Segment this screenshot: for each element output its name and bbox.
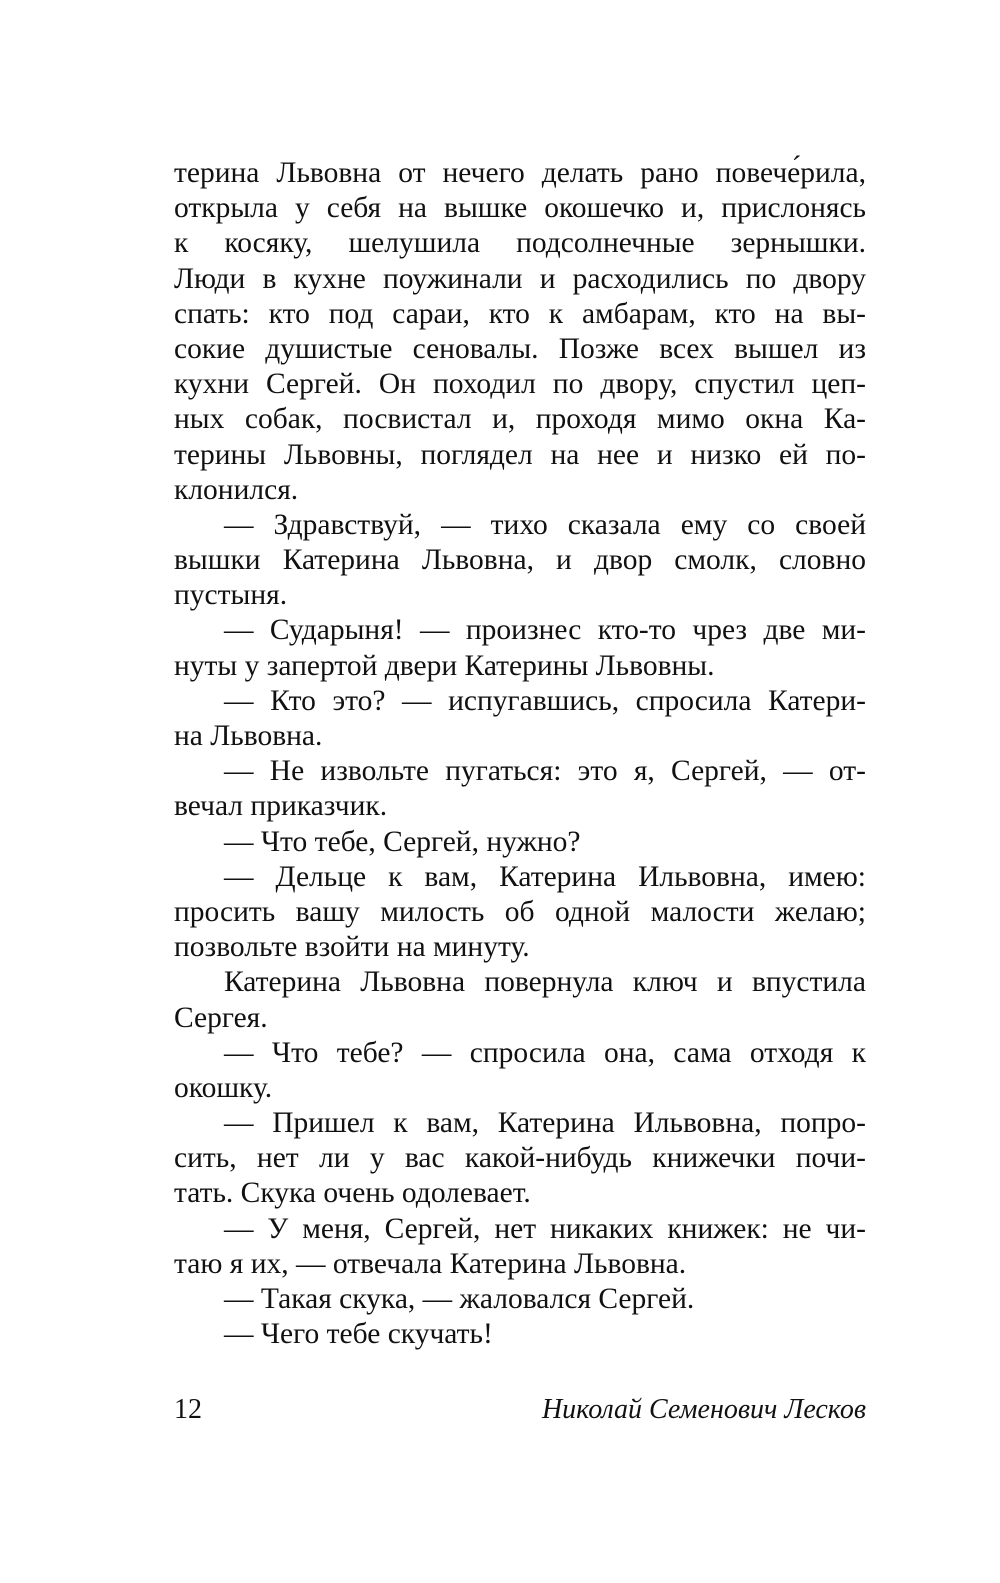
text-line: вышки Катерина Львовна, и двор смолк, словно	[174, 544, 866, 577]
text-line: — Что тебе, Сергей, нужно?	[224, 825, 581, 858]
text-line: Катерина Львовна повернула ключ и впустила	[224, 966, 866, 999]
text-line: сокие душистые сеновалы. Позже всех вышел из	[174, 332, 866, 365]
text-line: спать: кто под сараи, кто к амбарам, кто на вы-	[174, 297, 866, 330]
text-line: — Такая скука, — жаловался Сергей.	[224, 1283, 695, 1315]
text-line: Сергея.	[174, 1001, 268, 1034]
text-line: — Дельце к вам, Катерина Ильвовна, имею:	[224, 860, 866, 893]
text-line: к косяку, шелушила подсолнечные зернышки.	[174, 227, 866, 260]
text-line: тать. Скука очень одолевает.	[174, 1177, 531, 1210]
text-line: терина Львовна от нечего делать рано повече́рила,	[174, 157, 866, 189]
text-line: пустыня.	[174, 579, 288, 612]
text-line: позвольте взойти на минуту.	[174, 931, 530, 964]
text-line: нуты у запертой двери Катерины Львовны.	[174, 649, 715, 682]
text-line: — Кто это? — испугавшись, спросила Катери-	[224, 684, 866, 717]
text-line: открыла у себя на вышке окошечко и, прислонясь	[174, 192, 866, 225]
text-line: таю я их, — отвечала Катерина Львовна.	[174, 1247, 687, 1280]
text-line: Люди в кухне поужинали и расходились по двору	[174, 262, 866, 295]
text-line: — Здравствуй, — тихо сказала ему со своей	[224, 508, 866, 541]
text-line: терины Львовны, поглядел на нее и низко ей по-	[174, 438, 866, 471]
text-line: — Не извольте пугаться: это я, Сергей, — от-	[224, 755, 866, 788]
text-line: вечал приказчик.	[174, 790, 388, 823]
text-line: просить вашу милость об одной малости желаю;	[174, 895, 866, 928]
text-line: окошку.	[174, 1071, 273, 1104]
page-footer	[174, 1390, 866, 1430]
page-number: 12	[174, 1394, 202, 1425]
text-line: на Львовна.	[174, 720, 323, 752]
running-author: Николай Семенович Лесков	[541, 1394, 866, 1425]
text-line: кухни Сергей. Он походил по двору, спустил цеп-	[174, 368, 866, 401]
text-line: — Что тебе? — спросила она, сама отходя к	[224, 1036, 866, 1069]
page-body	[174, 156, 866, 1352]
text-line: — Сударыня! — произнес кто-то чрез две ми-	[224, 614, 866, 647]
text-line: — Пришел к вам, Катерина Ильвовна, попро-	[224, 1107, 866, 1140]
text-line: — Чего тебе скучать!	[224, 1318, 493, 1351]
text-line: сить, нет ли у вас какой-нибудь книжечки почи-	[174, 1142, 866, 1175]
text-line: клонился.	[174, 473, 299, 506]
text-line: ных собак, посвистал и, проходя мимо окна Ка-	[174, 403, 866, 436]
text-line: — У меня, Сергей, нет никаких книжек: не чи-	[224, 1212, 866, 1245]
